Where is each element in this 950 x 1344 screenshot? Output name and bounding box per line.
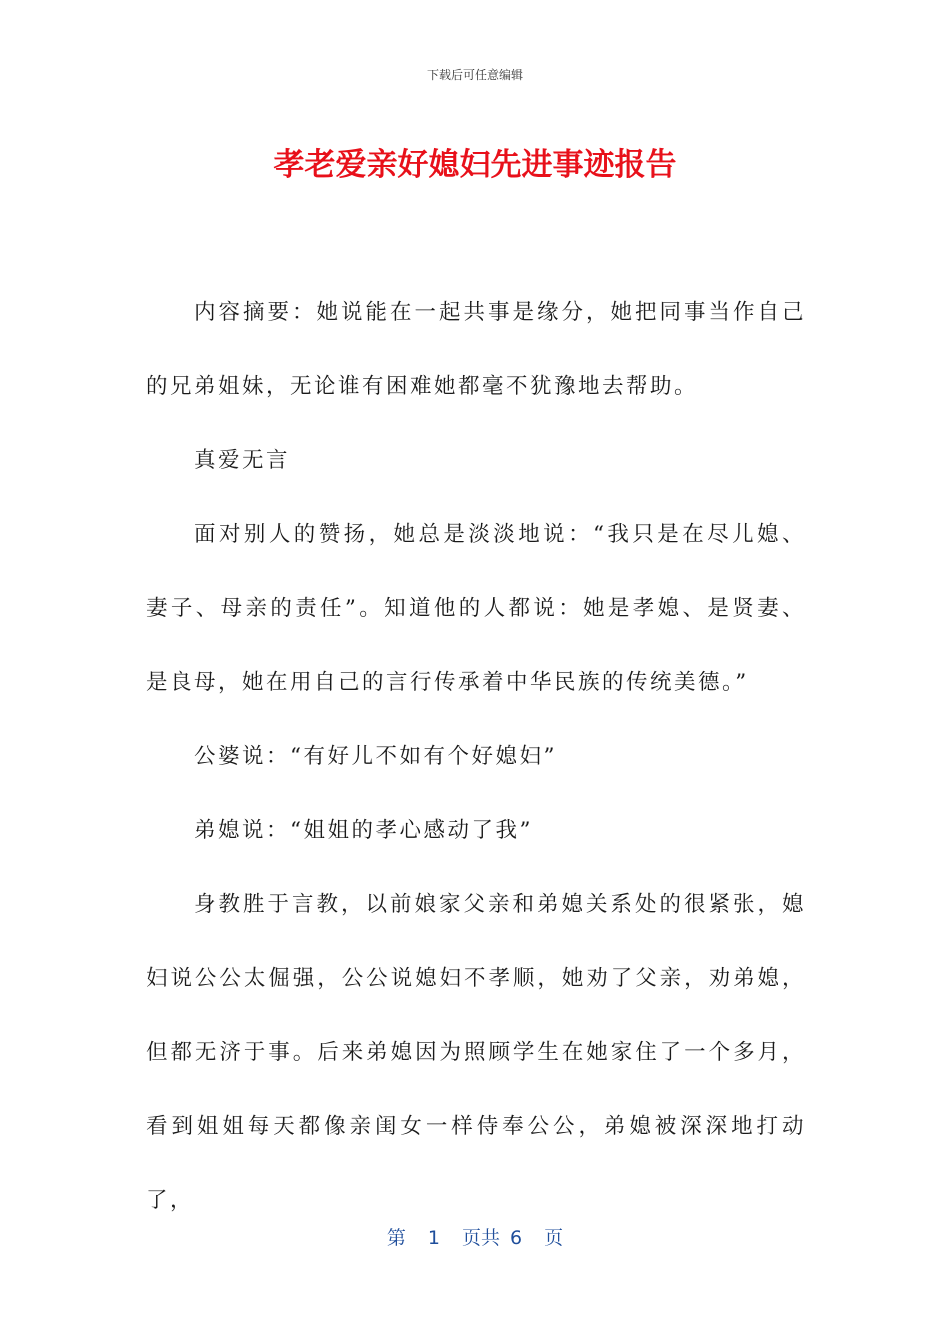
footer-page-prefix: 第 [386,1227,406,1249]
document-title: 孝老爱亲好媳妇先进事迹报告 [273,147,677,183]
footer-page-suffix: 页 [544,1227,564,1249]
paragraph-praise: 面对别人的赞扬，她总是淡淡地说：“我只是在尽儿媳、妻子、母亲的责任”。知道他的人都说：她是孝媳、是贤妻、是良母，她在用自己的言行传承着中华民族的传统美德。” [146,522,806,695]
header-note: 下载后可任意编辑 [426,68,523,82]
footer-page-middle: 页共 [461,1227,500,1249]
footer-total-pages: 6 [510,1227,523,1249]
footer-page-number: 1 [427,1227,440,1249]
paragraph-summary: 内容摘要：她说能在一起共事是缘分，她把同事当作自己的兄弟姐妹，无论谁有困难她都毫不犹豫地去帮助。 [146,300,806,399]
paragraph-heading: 真爱无言 [194,448,291,473]
paragraph-sister-in-law-quote: 弟媳说：“姐姐的孝心感动了我” [194,818,533,843]
document-body [146,276,806,1238]
paragraph-example: 身教胜于言教，以前娘家父亲和弟媳关系处的很紧张，媳妇说公公太倔强，公公说媳妇不孝顺，她劝了父亲，劝弟媳，但都无济于事。后来弟媳因为照顾学生在她家住了一个多月，看到姐姐每天都像亲闺女一样侍奉公公，弟媳被深深地打动了， [146,892,806,1213]
paragraph-in-laws-quote: 公婆说：“有好儿不如有个好媳妇” [194,744,557,769]
page-footer [0,1224,950,1252]
